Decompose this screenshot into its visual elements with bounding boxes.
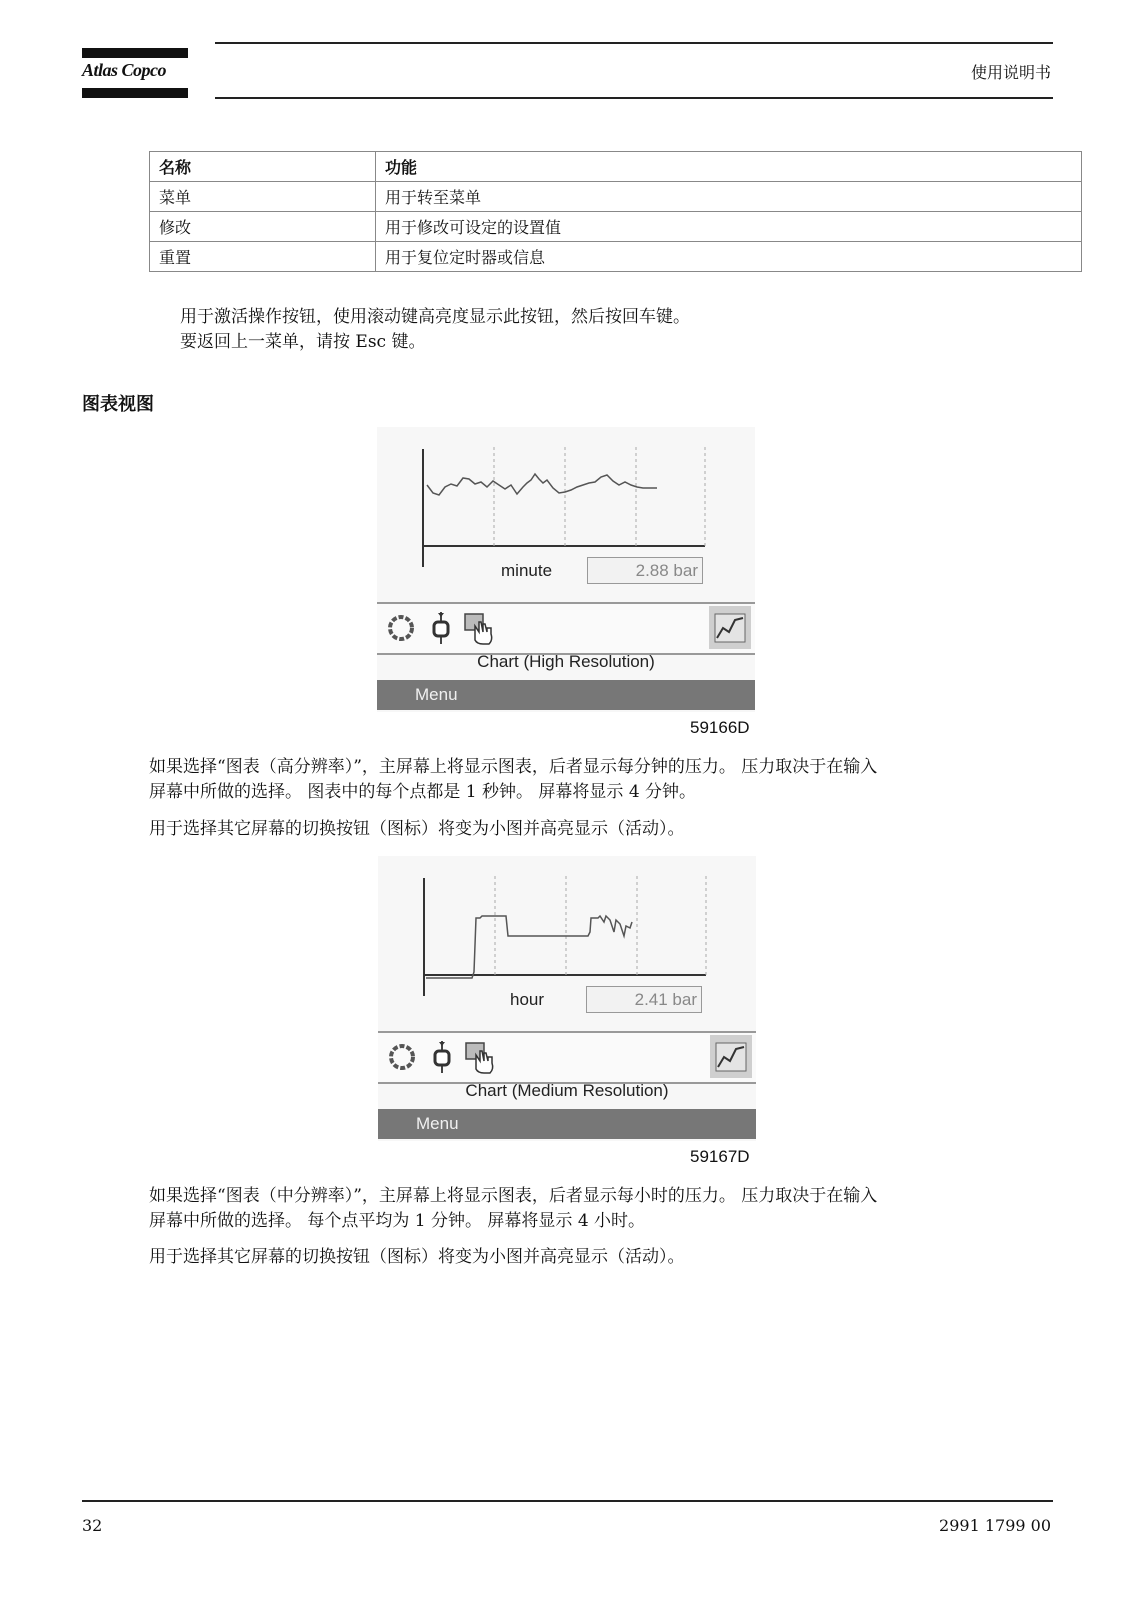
pressure-trace <box>427 474 657 495</box>
chart-icon <box>709 606 751 649</box>
header-rule-top <box>215 42 1053 44</box>
time-scale-label: minute <box>501 561 553 580</box>
pressure-value-box: 2.88 bar <box>587 557 703 584</box>
document-number: 2991 1799 00 <box>939 1516 1051 1535</box>
time-scale-label: hour <box>510 990 545 1009</box>
page-number: 32 <box>82 1516 103 1535</box>
fig1-toggle-note: 用于选择其它屏幕的切换按钮（图标）将变为小图并高亮显示（活动）。 <box>149 819 685 839</box>
table-header-name: 名称 <box>150 152 376 182</box>
pressure-icon[interactable] <box>423 610 459 646</box>
screen-toolbar <box>377 602 755 655</box>
fig1-description-line-2: 屏幕中所做的选择。 图表中的每个点都是 1 秒钟。 屏幕将显示 4 分钟。 <box>149 782 697 802</box>
chart-icon-active[interactable] <box>709 606 751 649</box>
header-title: 使用说明书 <box>970 63 1051 82</box>
header-rule-bottom <box>215 97 1053 99</box>
fig2-description-line-1: 如果选择“图表（中分辨率）”，主屏幕上将显示图表，后者显示每小时的压力。 压力取决于在输入 <box>149 1186 878 1206</box>
table-header-row <box>150 152 1082 182</box>
fig2-toggle-note: 用于选择其它屏幕的切换按钮（图标）将变为小图并高亮显示（活动）。 <box>149 1247 685 1267</box>
table-row <box>150 212 1082 242</box>
screen-title: Chart (High Resolution) <box>477 652 655 671</box>
logo-bar-bottom <box>82 88 188 98</box>
figure-code: 59167D <box>690 1147 750 1166</box>
function-table <box>149 151 1082 272</box>
ring-icon[interactable] <box>383 610 419 646</box>
chart-screen-medium-res <box>378 856 756 1141</box>
footer-rule <box>82 1500 1053 1502</box>
fig2-description-line-2: 屏幕中所做的选择。 每个点平均为 1 分钟。 屏幕将显示 4 小时。 <box>149 1211 646 1231</box>
chart-icon-active[interactable] <box>710 1035 752 1078</box>
menu-button[interactable]: Menu <box>377 680 755 710</box>
pressure-icon[interactable] <box>424 1039 460 1075</box>
screen-title: Chart (Medium Resolution) <box>465 1081 669 1100</box>
table-cell-name: 菜单 <box>150 182 376 212</box>
menu-button[interactable]: Menu <box>378 1109 756 1139</box>
table-cell-function: 用于转至菜单 <box>376 182 1082 212</box>
chart-icon <box>710 1035 752 1078</box>
ring-icon[interactable] <box>384 1039 420 1075</box>
hand-touch-icon[interactable] <box>461 610 497 646</box>
table-row <box>150 182 1082 212</box>
table-cell-function: 用于复位定时器或信息 <box>376 242 1082 272</box>
screen-toolbar <box>378 1031 756 1084</box>
table-cell-name: 重置 <box>150 242 376 272</box>
pressure-trace <box>426 916 632 978</box>
fig1-description-line-1: 如果选择“图表（高分辨率）”，主屏幕上将显示图表，后者显示每分钟的压力。 压力取决于在输入 <box>149 757 878 777</box>
figure-code: 59166D <box>690 718 750 737</box>
hand-touch-icon[interactable] <box>462 1039 498 1075</box>
logo-text: Atlas Copco <box>82 60 167 80</box>
intro-line-1: 用于激活操作按钮，使用滚动键高亮度显示此按钮，然后按回车键。 <box>180 307 690 327</box>
pressure-value-box: 2.41 bar <box>586 986 702 1013</box>
table-row <box>150 242 1082 272</box>
intro-line-2: 要返回上一菜单，请按 Esc 键。 <box>180 332 426 352</box>
table-header-function: 功能 <box>376 152 1082 182</box>
table-cell-name: 修改 <box>150 212 376 242</box>
chart-screen-high-res <box>377 427 755 712</box>
section-title: 图表视图 <box>82 394 154 415</box>
table-cell-function: 用于修改可设定的设置值 <box>376 212 1082 242</box>
logo-bar-top <box>82 48 188 58</box>
